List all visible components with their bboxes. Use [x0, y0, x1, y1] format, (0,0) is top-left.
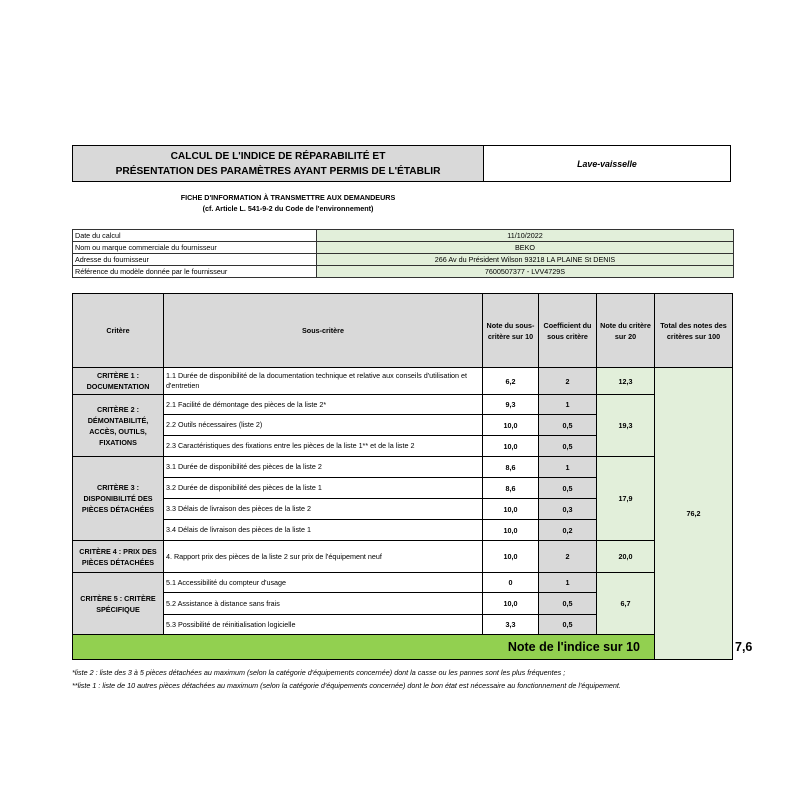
footnote-1: *liste 2 : liste des 3 à 5 pièces détachées au maximum (selon la catégorie d'équipements concernée) dont la casse ou les pannes sont les plus fréquentes ;	[72, 668, 566, 677]
criterion-score: 19,3	[597, 395, 655, 457]
info-label: Date du calcul	[73, 230, 317, 242]
final-score-row: Note de l'indice sur 10 7,6	[73, 635, 733, 660]
criterion-name: CRITÈRE 2 : DÉMONTABILITÉ, ACCÈS, OUTILS, FIXATIONS	[73, 395, 164, 457]
sub-criterion-coefficient: 2	[539, 368, 597, 395]
info-table	[72, 229, 734, 278]
criterion-name: CRITÈRE 4 : PRIX DES PIÈCES DÉTACHÉES	[73, 541, 164, 573]
sub-criterion-coefficient: 0,5	[539, 593, 597, 615]
sub-criterion-label: 5.1 Accessibilité du compteur d'usage	[164, 573, 483, 593]
sub-criterion-coefficient: 0,3	[539, 499, 597, 520]
sub-criterion-coefficient: 0,5	[539, 615, 597, 635]
sub-criterion-note: 6,2	[483, 368, 539, 395]
sub-criterion-note: 10,0	[483, 541, 539, 573]
table-row	[73, 368, 733, 395]
sub-criterion-coefficient: 0,5	[539, 478, 597, 499]
criterion-name: CRITÈRE 1 : DOCUMENTATION	[73, 368, 164, 395]
criterion-score: 20,0	[597, 541, 655, 573]
sub-criterion-note: 10,0	[483, 499, 539, 520]
sub-criterion-note: 10,0	[483, 436, 539, 457]
col-header-coefficient: Coefficient du sous critère	[539, 294, 597, 368]
sub-criterion-coefficient: 1	[539, 395, 597, 415]
sub-criterion-label: 3.2 Durée de disponibilité des pièces de la liste 1	[164, 478, 483, 499]
total-score: 76,2	[655, 368, 733, 660]
sub-criterion-note: 10,0	[483, 593, 539, 615]
criterion-score: 6,7	[597, 573, 655, 635]
sub-criterion-note: 3,3	[483, 615, 539, 635]
sub-criterion-note: 10,0	[483, 520, 539, 541]
criterion-name: CRITÈRE 5 : CRITÈRE SPÉCIFIQUE	[73, 573, 164, 635]
info-row-address	[73, 254, 734, 266]
table-row	[73, 573, 733, 593]
sub-criterion-label: 2.1 Facilité de démontage des pièces de la liste 2*	[164, 395, 483, 415]
score-table	[72, 293, 753, 660]
sub-criterion-note: 0	[483, 573, 539, 593]
sub-criterion-coefficient: 2	[539, 541, 597, 573]
subtitle	[72, 192, 504, 214]
sub-criterion-label: 2.3 Caractéristiques des fixations entre les pièces de la liste 1** et de la liste 2	[164, 436, 483, 457]
sub-criterion-label: 2.2 Outils nécessaires (liste 2)	[164, 415, 483, 436]
sub-criterion-note: 9,3	[483, 395, 539, 415]
document-header	[72, 145, 731, 182]
sub-criterion-coefficient: 0,2	[539, 520, 597, 541]
sub-criterion-note: 8,6	[483, 457, 539, 478]
info-label: Nom ou marque commerciale du fournisseur	[73, 242, 317, 254]
sub-criterion-coefficient: 0,5	[539, 415, 597, 436]
subtitle-line-1: FICHE D'INFORMATION À TRANSMETTRE AUX DEMANDEURS	[180, 193, 396, 202]
sub-criterion-label: 3.1 Durée de disponibilité des pièces de la liste 2	[164, 457, 483, 478]
sub-criterion-note: 8,6	[483, 478, 539, 499]
info-value: BEKO	[317, 242, 734, 254]
table-row	[73, 541, 733, 573]
col-header-note-critere: Note du critère sur 20	[597, 294, 655, 368]
title-line-2: PRÉSENTATION DES PARAMÈTRES AYANT PERMIS DE L'ÉTABLIR	[115, 165, 441, 177]
title-line-1: CALCUL DE L'INDICE DE RÉPARABILITÉ ET	[170, 150, 386, 162]
info-row-reference	[73, 266, 734, 278]
sub-criterion-note: 10,0	[483, 415, 539, 436]
sub-criterion-label: 3.4 Délais de livraison des pièces de la liste 1	[164, 520, 483, 541]
info-row-date	[73, 230, 734, 242]
final-score-label: Note de l'indice sur 10	[73, 635, 655, 660]
sub-criterion-label: 3.3 Délais de livraison des pièces de la liste 2	[164, 499, 483, 520]
col-header-note-sous-critere: Note du sous-critère sur 10	[483, 294, 539, 368]
sub-criterion-coefficient: 1	[539, 573, 597, 593]
sub-criterion-coefficient: 0,5	[539, 436, 597, 457]
subtitle-line-2: (cf. Article L. 541-9-2 du Code de l'environnement)	[202, 204, 374, 213]
info-value: 266 Av du Président Wilson 93218 LA PLAINE St DENIS	[317, 254, 734, 266]
product-category: Lave-vaisselle	[484, 146, 730, 181]
criterion-score: 12,3	[597, 368, 655, 395]
table-row	[73, 457, 733, 478]
table-row	[73, 395, 733, 415]
sub-criterion-label: 5.3 Possibilité de réinitialisation logicielle	[164, 615, 483, 635]
info-label: Référence du modèle donnée par le fournisseur	[73, 266, 317, 278]
col-header-sous-critere: Sous-critère	[164, 294, 483, 368]
col-header-critere: Critère	[73, 294, 164, 368]
sub-criterion-label: 1.1 Durée de disponibilité de la documentation technique et relative aux conseils d'utilisation et d'entretien	[164, 368, 483, 395]
info-row-brand	[73, 242, 734, 254]
criterion-score: 17,9	[597, 457, 655, 541]
info-label: Adresse du fournisseur	[73, 254, 317, 266]
footnote-2: **liste 1 : liste de 10 autres pièces détachées au maximum (selon la catégorie d'équipements concernée) dont le bon état est nécessaire au fonctionnement de l'équipement.	[72, 680, 621, 690]
document-title	[73, 146, 484, 181]
score-table-header	[73, 294, 733, 368]
col-header-total: Total des notes des critères sur 100	[655, 294, 733, 368]
info-value: 7600507377 - LVV4729S	[317, 266, 734, 278]
sub-criterion-label: 5.2 Assistance à distance sans frais	[164, 593, 483, 615]
criterion-name: CRITÈRE 3 : DISPONIBILITÉ DES PIÈCES DÉTACHÉES	[73, 457, 164, 541]
sub-criterion-label: 4. Rapport prix des pièces de la liste 2 sur prix de l'équipement neuf	[164, 541, 483, 573]
footnotes	[72, 667, 732, 692]
sub-criterion-coefficient: 1	[539, 457, 597, 478]
info-value: 11/10/2022	[317, 230, 734, 242]
